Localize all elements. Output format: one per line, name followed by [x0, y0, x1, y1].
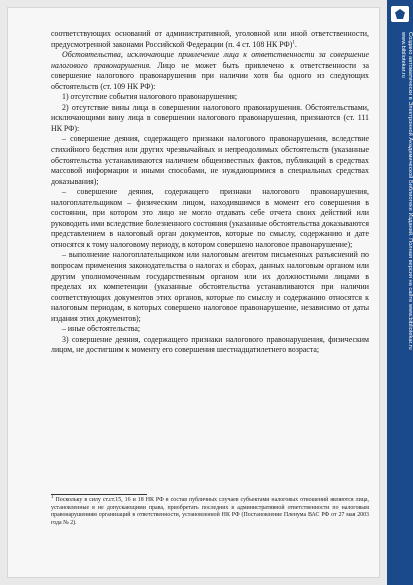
- footnote: [51, 497, 369, 527]
- paragraph: – иные обстоятельства;: [62, 324, 141, 334]
- paragraph: – совершение деяния, содержащего признаки налогового правонарушения, налогоплательщиком – физическим лицом, находившимся в момент его совершения в состоянии, при котором это лицо не могло отдавать себе отчета своих действий или руководить ими вследствие болезненного состояния (указанные обстоятельства доказываются представлением в налоговый орган документов, которые по смыслу, содержанию и дате относятся к тому налоговому периоду, в котором совершено налоговое правонарушение);: [51, 187, 369, 249]
- footnote-text: $^1$ Поскольку в силу ст.ст.15, 16 и 18 НК РФ в состав публичных случаев субъектами налоговых отношений являются лица, установленные в не допускающими права, приобретать последних в административной ответственности по налоговым правонарушениям организаций в ответственности, установленной НК РФ (Постановление Пленума ВАС РФ от 27 мая 2003 года № 2).: [51, 495, 369, 526]
- side-banner-line: Создано автоматически в Электронной Академической Библиотеке Изданий. Полная версия на сайте www.bibliotekar.ru: [407, 32, 413, 350]
- paragraph: – выполнение налогоплательщиком или налоговым агентом письменных разъяснений по вопросам применения законодательства о налогах и сборах, данных налоговым органом или другим уполномоченным государственным органом или их должностными лицами в пределах их компетенции (указанные обстоятельства устанавливаются при наличии соответствующих документов этих органов, которые по смыслу и содержанию относятся к налоговым периодам, в которых совершено налоговое правонарушение, независимо от даты издания этих документов);: [51, 250, 369, 323]
- paragraph: 1) отсутствие события налогового правонарушения;: [62, 92, 238, 102]
- paragraph: 3) совершение деяния, содержащего признаки налогового правонарушения, физическим лицом, не достигшим к моменту его совершения шестнадцатилетнего возраста;: [51, 334, 369, 355]
- footnote-separator: [51, 494, 147, 495]
- side-banner-text: [399, 30, 413, 570]
- paragraph: 2) отсутствие вины лица в совершении налогового правонарушения. Обстоятельствами, исключающими вину лица в совершении налогового правонарушения, признаются (ст. 111 НК РФ):: [51, 102, 369, 133]
- body-text: [51, 29, 369, 356]
- side-banner-line: www.bibliotekar.ru: [400, 32, 406, 78]
- paragraph: Обстоятельства, исключающие привлечение лица к ответственности за совершение налогового правонарушения. Лицо не может быть привлечено к ответственности за совершение налогового правонарушения при наличии хотя бы одного из следующих обстоятельств (ст. 109 НК РФ):: [51, 50, 369, 91]
- paragraph: соответствующих оснований от административной, уголовной или иной ответственности, предусмотренной законами Российской Федерации (п. 4 ст. 108 НК РФ)$^1$.: [51, 29, 369, 49]
- paragraph: – совершение деяния, содержащего признаки налогового правонарушения, вследствие стихийного бедствия или других чрезвычайных и непреодолимых обстоятельств (указанные обстоятельства устанавливаются наличием общеизвестных фактов, публикаций в средствах массовой информации и иными способами, не нуждающимися в специальных средствах доказывания);: [51, 134, 369, 186]
- document-page: [8, 8, 379, 577]
